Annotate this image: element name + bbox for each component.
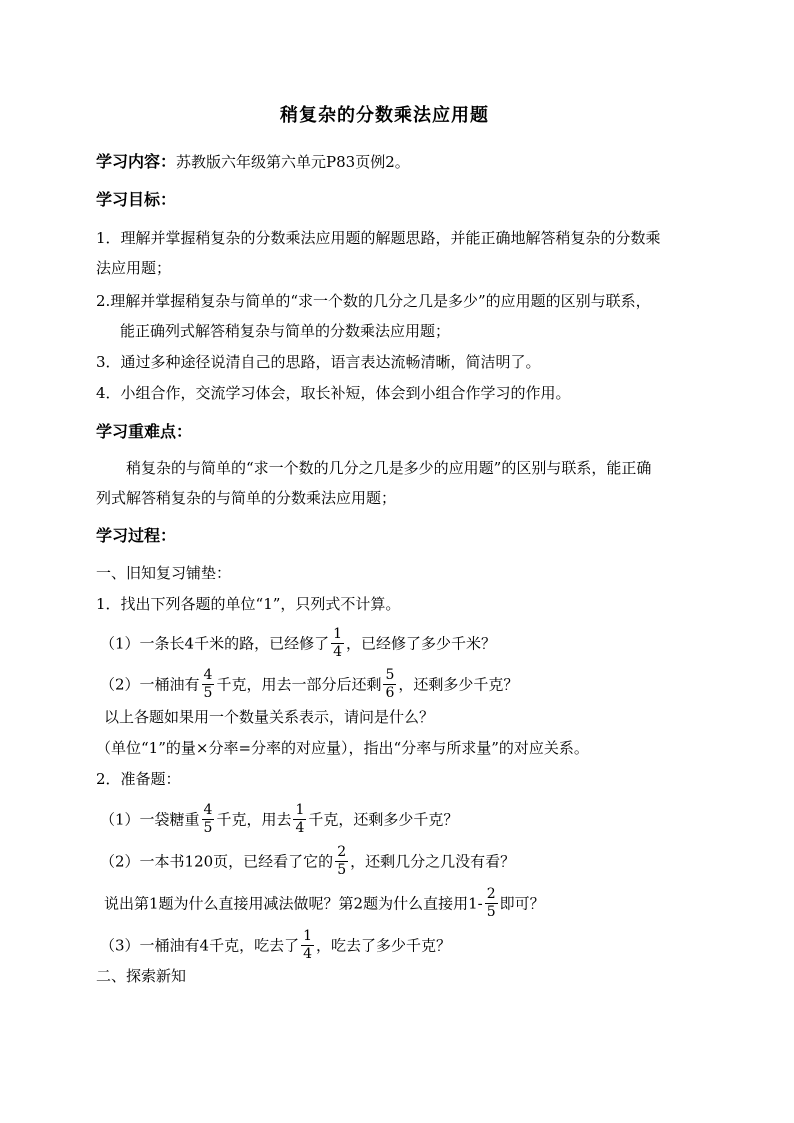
denominator: 5 bbox=[203, 820, 213, 836]
question-line: 1．找出下列各题的单位“1”，只列式不计算。 bbox=[96, 595, 401, 613]
goals-heading: 学习目标： bbox=[96, 190, 177, 209]
question-line: （单位“1”的量×分率=分率的对应量），指出“分率与所求量”的对应关系。 bbox=[96, 739, 589, 757]
text-segment: （3）一桶油有4千克，吃去了 bbox=[100, 936, 300, 955]
goal-line: 4．小组合作，交流学习体会，取长补短，体会到小组合作学习的作用。 bbox=[96, 384, 571, 402]
goal-line: 2.理解并掌握稍复杂与简单的“求一个数的几分之几是多少”的应用题的区别与联系， bbox=[96, 292, 651, 310]
fraction bbox=[202, 667, 215, 702]
text-segment: ，吃去了多少千克？ bbox=[316, 936, 452, 955]
question-line bbox=[100, 803, 458, 838]
numerator: 1 bbox=[295, 802, 305, 818]
text-segment: ，还剩几分之几没有看？ bbox=[350, 852, 516, 871]
numerator: 5 bbox=[385, 667, 395, 683]
numerator: 4 bbox=[203, 667, 213, 683]
numerator: 1 bbox=[333, 626, 343, 642]
denominator: 5 bbox=[203, 685, 213, 701]
fraction bbox=[335, 844, 348, 879]
content-line bbox=[96, 152, 410, 172]
question-line bbox=[100, 845, 515, 880]
numerator: 4 bbox=[203, 802, 213, 818]
content-label: 学习内容： bbox=[96, 152, 177, 171]
text-segment: 说出第1题为什么直接用减法做呢？第2题为什么直接用1- bbox=[104, 894, 483, 913]
question-line bbox=[100, 668, 518, 703]
text-segment: （2）一桶油有 bbox=[100, 675, 200, 694]
fraction bbox=[301, 928, 314, 963]
text-segment: ，已经修了多少千米？ bbox=[346, 634, 497, 653]
text-segment: （1）一条长4千米的路，已经修了 bbox=[100, 634, 330, 653]
goal-line: 能正确列式解答稍复杂与简单的分数乘法应用题； bbox=[120, 322, 451, 340]
denominator: 5 bbox=[486, 904, 496, 920]
fraction bbox=[331, 626, 344, 661]
key-heading: 学习重难点： bbox=[96, 422, 193, 441]
text-segment: （2）一本书120页，已经看了它的 bbox=[100, 852, 334, 871]
denominator: 4 bbox=[295, 820, 305, 836]
numerator: 1 bbox=[303, 928, 313, 944]
goal-line: 3．通过多种途径说清自己的思路，语言表达流畅清晰，简洁明了。 bbox=[96, 353, 541, 371]
question-line bbox=[100, 929, 451, 964]
question-line: 以上各题如果用一个数量关系表示，请问是什么？ bbox=[104, 708, 435, 726]
page-title: 稍复杂的分数乘法应用题 bbox=[280, 105, 489, 126]
text-segment: 即可？ bbox=[499, 894, 545, 913]
goal-line: 1．理解并掌握稍复杂的分数乘法应用题的解题思路，并能正确地解答稍复杂的分数乘 bbox=[96, 229, 661, 247]
denominator: 5 bbox=[337, 862, 347, 878]
section-heading: 二、探索新知 bbox=[96, 967, 187, 985]
denominator: 4 bbox=[303, 946, 313, 962]
text-segment: （1）一袋糖重 bbox=[100, 810, 200, 829]
numerator: 2 bbox=[486, 886, 496, 902]
question-line bbox=[100, 627, 496, 662]
text-segment: 千克，用去 bbox=[216, 810, 292, 829]
section-heading: 一、旧知复习铺垫： bbox=[96, 564, 232, 582]
process-heading: 学习过程： bbox=[96, 526, 177, 545]
denominator: 4 bbox=[333, 644, 343, 660]
fraction bbox=[293, 802, 306, 837]
key-line: 列式解答稍复杂的与简单的分数乘法应用题； bbox=[96, 489, 397, 507]
fraction bbox=[383, 667, 396, 702]
content-text: 苏教版六年级第六单元P83页例2。 bbox=[176, 153, 410, 171]
key-line: 稍复杂的与简单的“求一个数的几分之几是多少的应用题”的区别与联系，能正确 bbox=[126, 459, 652, 477]
question-line bbox=[104, 887, 545, 922]
fraction bbox=[202, 802, 215, 837]
text-segment: 千克，用去一部分后还剩 bbox=[216, 675, 382, 694]
text-segment: 千克，还剩多少千克？ bbox=[308, 810, 459, 829]
fraction bbox=[485, 886, 498, 921]
goal-line: 法应用题； bbox=[96, 259, 172, 277]
denominator: 6 bbox=[385, 685, 395, 701]
numerator: 2 bbox=[337, 844, 347, 860]
question-line: 2．准备题： bbox=[96, 770, 181, 788]
text-segment: ，还剩多少千克？ bbox=[398, 675, 519, 694]
